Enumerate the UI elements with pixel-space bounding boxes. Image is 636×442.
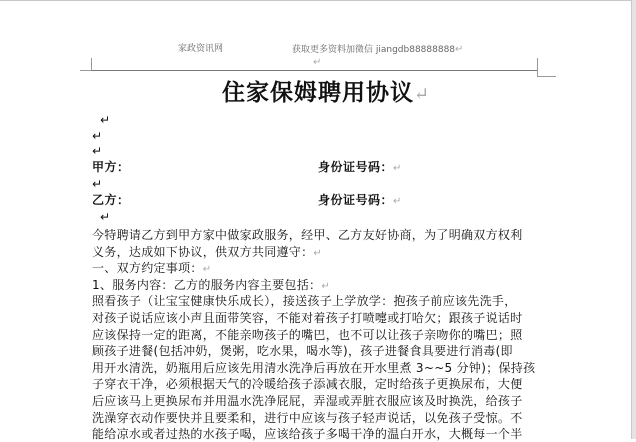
- empty-paragraph: ↵: [92, 144, 103, 158]
- paragraph-mark: ↵: [313, 247, 323, 259]
- body-line: [92, 344, 513, 359]
- header-divider: [92, 70, 537, 71]
- body-line: [92, 361, 535, 376]
- body-line: [92, 311, 523, 326]
- body-line: [92, 261, 211, 277]
- paragraph-mark: ↵: [321, 280, 331, 292]
- body-line-text: 洗澡穿衣动作要快并且要柔和，进行中应该与孩子轻声说话，以免孩子受惊。不: [92, 410, 523, 425]
- empty-paragraph: ↵: [100, 113, 111, 127]
- body-line-text: 后应该马上更换尿布并用温水洗净屁屁，弄湿或弄脏衣服应该及时换洗，给孩子: [92, 394, 523, 408]
- body-line: [92, 427, 523, 442]
- body-line-text: 照看孩子（让宝宝健康快乐成长），接送孩子上学放学：抱孩子前应该先洗手，: [92, 294, 517, 309]
- body-line: [92, 228, 523, 243]
- document-title: 住家保姆聘用协议↵: [222, 79, 431, 106]
- empty-paragraph: ↵: [92, 177, 103, 191]
- body-line-text: 子穿衣干净，必须根据天气的冷暖给孩子添减衣服，定时给孩子更换尿布，大便: [92, 377, 523, 392]
- body-line-text: 今特聘请乙方到甲方家中做家政服务，经甲、乙方友好协商，为了明确双方权利: [92, 228, 523, 242]
- crop-mark-right: [537, 58, 538, 76]
- body-line: [92, 377, 523, 392]
- party-b-label: 乙方：: [92, 193, 130, 207]
- crop-mark-left-h: [80, 70, 92, 71]
- party-a-label: 甲方：: [92, 160, 130, 174]
- party-a-id-label: 身份证号码：↵: [318, 160, 402, 174]
- empty-paragraph: ↵: [100, 210, 111, 224]
- empty-paragraph: ↵: [92, 129, 103, 143]
- body-line-text: 一、双方约定事项：: [92, 261, 203, 276]
- body-line-text: 能给凉水或者过热的水孩子喝，应该给孩子多喝干净的温白开水，大概每一个半: [92, 427, 523, 442]
- paragraph-mark: ↵: [202, 264, 212, 276]
- body-line-text: 顾孩子进餐(包括冲奶，煲粥，吃水果，喝水等)，孩子进餐食具要进行消毒(即: [92, 344, 513, 359]
- header-paragraph-mark: ↵: [313, 57, 322, 68]
- body-line: [92, 278, 330, 294]
- crop-mark-right-h: [537, 76, 556, 77]
- body-line-text: 应该保持一定的距离，不能亲吻孩子的嘴巴，也不可以让孩子亲吻你的嘴巴；照: [92, 327, 523, 342]
- body-line-text: 对孩子说话应该小声且面带笑容，不能对着孩子打喷嚏或打哈欠；跟孩子说话时: [92, 311, 523, 325]
- body-line-text: 用开水清洗，奶瓶用后应该先用清水洗净后再放在开水里煮 3~~5 分钟)；保持孩: [92, 360, 536, 375]
- body-line: [92, 394, 523, 409]
- header-left-text: 家政资讯网: [178, 44, 224, 54]
- body-line-text: 1、服务内容：乙方的服务内容主要包括：: [92, 277, 322, 292]
- body-line-text: 义务，达成如下协议，供双方共同遵守：: [92, 244, 314, 259]
- body-line: [92, 245, 322, 261]
- scrollbar-track[interactable]: [632, 0, 636, 439]
- party-b-id-label: 身份证号码：↵: [318, 193, 402, 207]
- body-line: [92, 294, 517, 309]
- body-line: [92, 328, 523, 343]
- header-right-text: 获取更多资料加微信 jiangdb88888888↵: [292, 44, 464, 55]
- body-line: [92, 411, 523, 426]
